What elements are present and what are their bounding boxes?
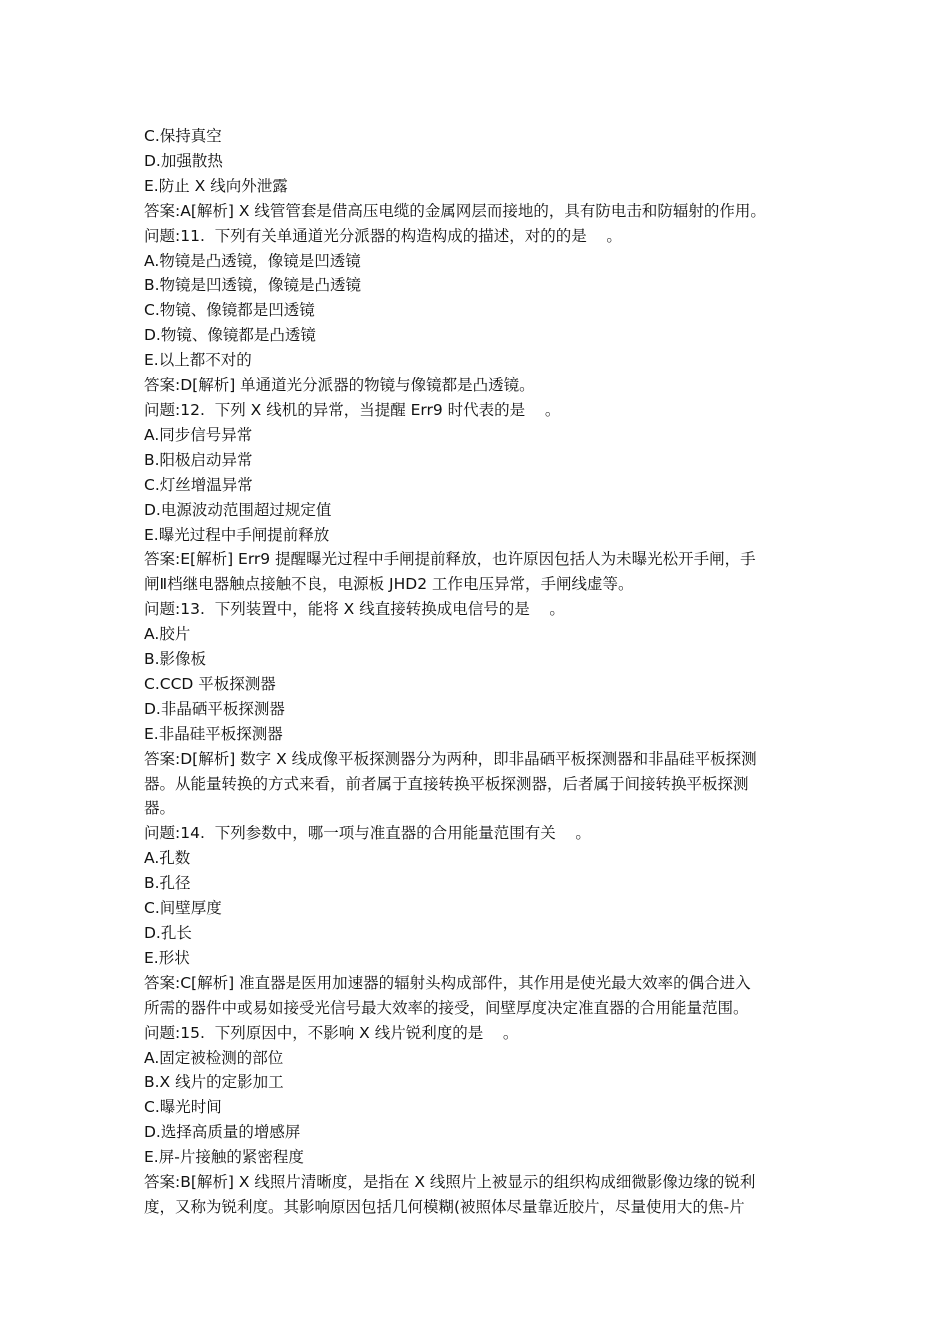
option-line: B.影像板	[144, 650, 207, 669]
option-line: E.曝光过程中手闸提前释放	[144, 525, 330, 544]
question-line: 问题:13. 下列装置中，能将 X 线直接转换成电信号的是 。	[144, 600, 565, 619]
question-line: 问题:12. 下列 X 线机的异常，当提醒 Err9 时代表的是 。	[144, 400, 561, 419]
option-line: E.形状	[144, 948, 190, 967]
text-line: C.保持真空	[144, 127, 222, 145]
option-line: A.孔数	[144, 849, 191, 868]
option-line: C.CCD 平板探测器	[144, 674, 276, 693]
question-line: 问题:11. 下列有关单通道光分派器的构造构成的描述，对的的是 。	[144, 226, 622, 245]
answer-line: 器。	[144, 799, 176, 818]
answer-line: 答案:B[解析] X 线照片清晰度，是指在 X 线照片上被显示的组织构成细微影像边缘的锐利	[144, 1173, 756, 1192]
option-line: C.间壁厚度	[144, 899, 222, 918]
option-line: C.曝光时间	[144, 1098, 222, 1117]
document-page	[144, 124, 810, 1220]
option-line: B.物镜是凹透镜，像镜是凸透镜	[144, 276, 362, 295]
question-line: 问题:14. 下列参数中，哪一项与准直器的合用能量范围有关 。	[144, 824, 591, 843]
option-line: D.孔长	[144, 924, 192, 942]
option-line: B.孔径	[144, 874, 191, 893]
option-line: A.胶片	[144, 625, 191, 644]
answer-line: 闸Ⅱ档继电器触点接触不良，电源板 JHD2 工作电压异常，手闸线虚等。	[144, 575, 634, 594]
option-line: A.物镜是凸透镜，像镜是凹透镜	[144, 251, 361, 270]
option-line: D.电源波动范围超过规定值	[144, 500, 332, 519]
answer-line: 答案:D[解析] 数字 X 线成像平板探测器分为两种，即非晶硒平板探测器和非晶硅平板探测	[144, 749, 757, 768]
option-line: D.选择高质量的增感屏	[144, 1123, 301, 1142]
text-line: D.加强散热	[144, 151, 223, 170]
question-line: 问题:15. 下列原因中，不影响 X 线片锐利度的是 。	[144, 1023, 519, 1042]
option-line: D.物镜、像镜都是凸透镜	[144, 326, 316, 345]
answer-line: 答案:A[解析] X 线管管套是借高压电缆的金属网层而接地的，具有防电击和防辐射的作用。	[144, 201, 766, 220]
answer-line: 答案:D[解析] 单通道光分派器的物镜与像镜都是凸透镜。	[144, 376, 535, 395]
option-line: E.屏-片接触的紧密程度	[144, 1148, 304, 1167]
option-line: E.非晶硅平板探测器	[144, 724, 283, 743]
option-line: C.灯丝增温异常	[144, 475, 253, 494]
option-line: C.物镜、像镜都是凹透镜	[144, 301, 315, 320]
option-line: D.非晶硒平板探测器	[144, 699, 285, 718]
answer-line: 器。从能量转换的方式来看，前者属于直接转换平板探测器，后者属于间接转换平板探测	[144, 774, 749, 793]
option-line: A.同步信号异常	[144, 425, 253, 444]
answer-line: 度，又称为锐利度。其影响原因包括几何模糊(被照体尽量靠近胶片，尽量使用大的焦-片	[144, 1197, 745, 1216]
answer-line: 所需的器件中或易如接受光信号最大效率的接受，间壁厚度决定准直器的合用能量范围。	[144, 998, 749, 1017]
option-line: A.固定被检测的部位	[144, 1048, 284, 1067]
option-line: B.阳极启动异常	[144, 450, 253, 469]
answer-line: 答案:C[解析] 准直器是医用加速器的辐射头构成部件，其作用是使光最大效率的偶合进入	[144, 973, 751, 992]
answer-line: 答案:E[解析] Err9 提醒曝光过程中手闸提前释放，也许原因包括人为未曝光松开手闸，手	[144, 550, 756, 569]
option-line: B.X 线片的定影加工	[144, 1073, 284, 1092]
text-line: E.防止 X 线向外泄露	[144, 176, 288, 195]
option-line: E.以上都不对的	[144, 351, 252, 370]
